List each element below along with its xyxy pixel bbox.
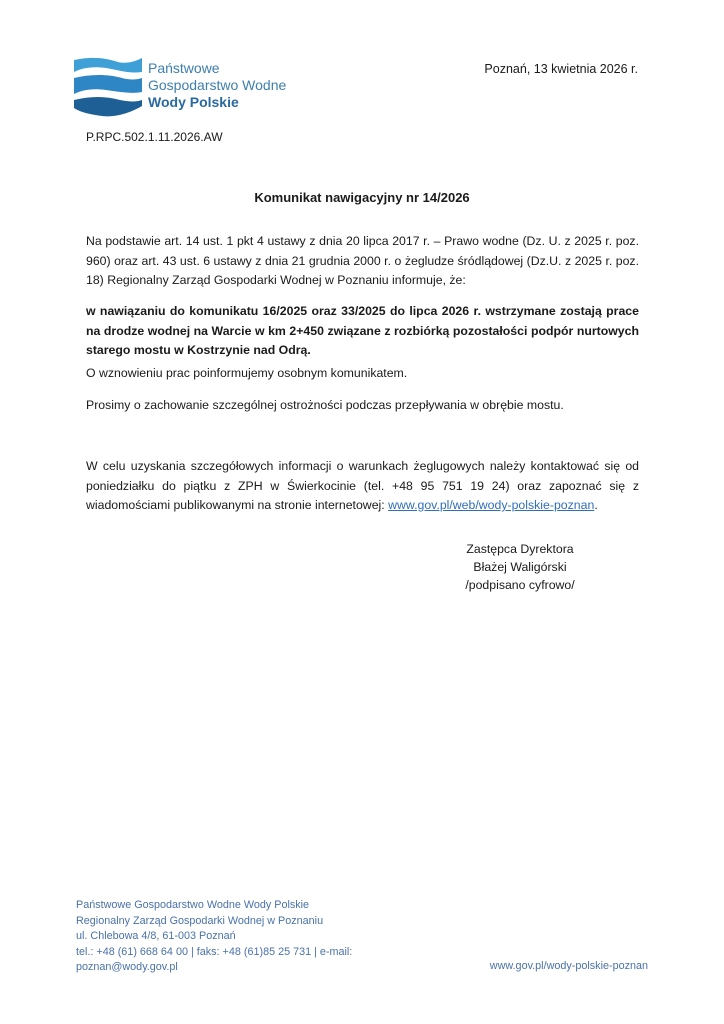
- caution-paragraph: Prosimy o zachowanie szczególnej ostrożności podczas przepływania w obrębie mostu.: [86, 398, 564, 412]
- footer-email: poznan@wody.gov.pl: [76, 961, 178, 973]
- footer-website: www.gov.pl/wody-polskie-poznan: [489, 960, 648, 972]
- contact-paragraph: [86, 457, 639, 516]
- footer-line: Państwowe Gospodarstwo Wodne Wody Polskie: [76, 899, 310, 911]
- reference-number: P.RPC.502.1.11.2026.AW: [86, 130, 223, 144]
- place-date: Poznań, 13 kwietnia 2026 r.: [484, 62, 638, 76]
- notice-paragraph: w nawiązaniu do komunikatu 16/2025 oraz 33/2025 do lipca 2026 r. wstrzymane zostają prace na drodze wodnej na Warcie w km 2+450 związane z rozbiórką pozostałości podpór nurtowych starego mostu w Kostrzynie nad Odrą.: [86, 304, 639, 357]
- intro-paragraph: Na podstawie art. 14 ust. 1 pkt 4 ustawy z dnia 20 lipca 2017 r. – Prawo wodne (Dz. U. z 2025 r. poz. 960) oraz art. 43 ust. 6 ustawy z dnia 21 grudnia 2000 r. o żegludze śródlądowej (Dz.U. z 2025 r. poz. 18) Regionalny Zarząd Gospodarki Wodnej w Poznaniu informuje, że:: [86, 234, 639, 287]
- signature-note: /podpisano cyfrowo/: [465, 578, 575, 592]
- logo: [72, 56, 292, 118]
- logo-line-1: Państwowe: [148, 60, 220, 76]
- contact-text: W celu uzyskania szczegółowych informacji o warunkach żeglugowych należy kontaktować się od poniedziałku do piątku z ZPH w Świerkocinie (tel. +48 95 751 19 24) oraz zapoznać się z wiadomościami publikowanymi na stronie internetowej:: [86, 459, 639, 512]
- signature-block: [430, 540, 610, 594]
- signature-name: Błażej Waligórski: [473, 560, 567, 574]
- logo-line-2: Gospodarstwo Wodne: [148, 77, 287, 93]
- contact-end: .: [594, 498, 598, 512]
- footer-line: Regionalny Zarząd Gospodarki Wodnej w Poznaniu: [76, 914, 324, 927]
- footer-line: ul. Chlebowa 4/8, 61-003 Poznań: [76, 930, 236, 942]
- website-link[interactable]: www.gov.pl/web/wody-polskie-poznan: [388, 498, 595, 512]
- document-title: Komunikat nawigacyjny nr 14/2026: [254, 190, 470, 205]
- signature-role: Zastępca Dyrektora: [466, 542, 574, 556]
- logo-line-3: Wody Polskie: [148, 94, 239, 110]
- footer-line: tel.: +48 (61) 668 64 00 | faks: +48 (61)85 25 731 | e-mail:: [76, 945, 353, 958]
- footer-address: [76, 898, 352, 976]
- logo-text: [148, 60, 286, 111]
- resume-paragraph: O wznowieniu prac poinformujemy osobnym komunikatem.: [86, 366, 408, 380]
- waves-logo-icon: [72, 56, 144, 118]
